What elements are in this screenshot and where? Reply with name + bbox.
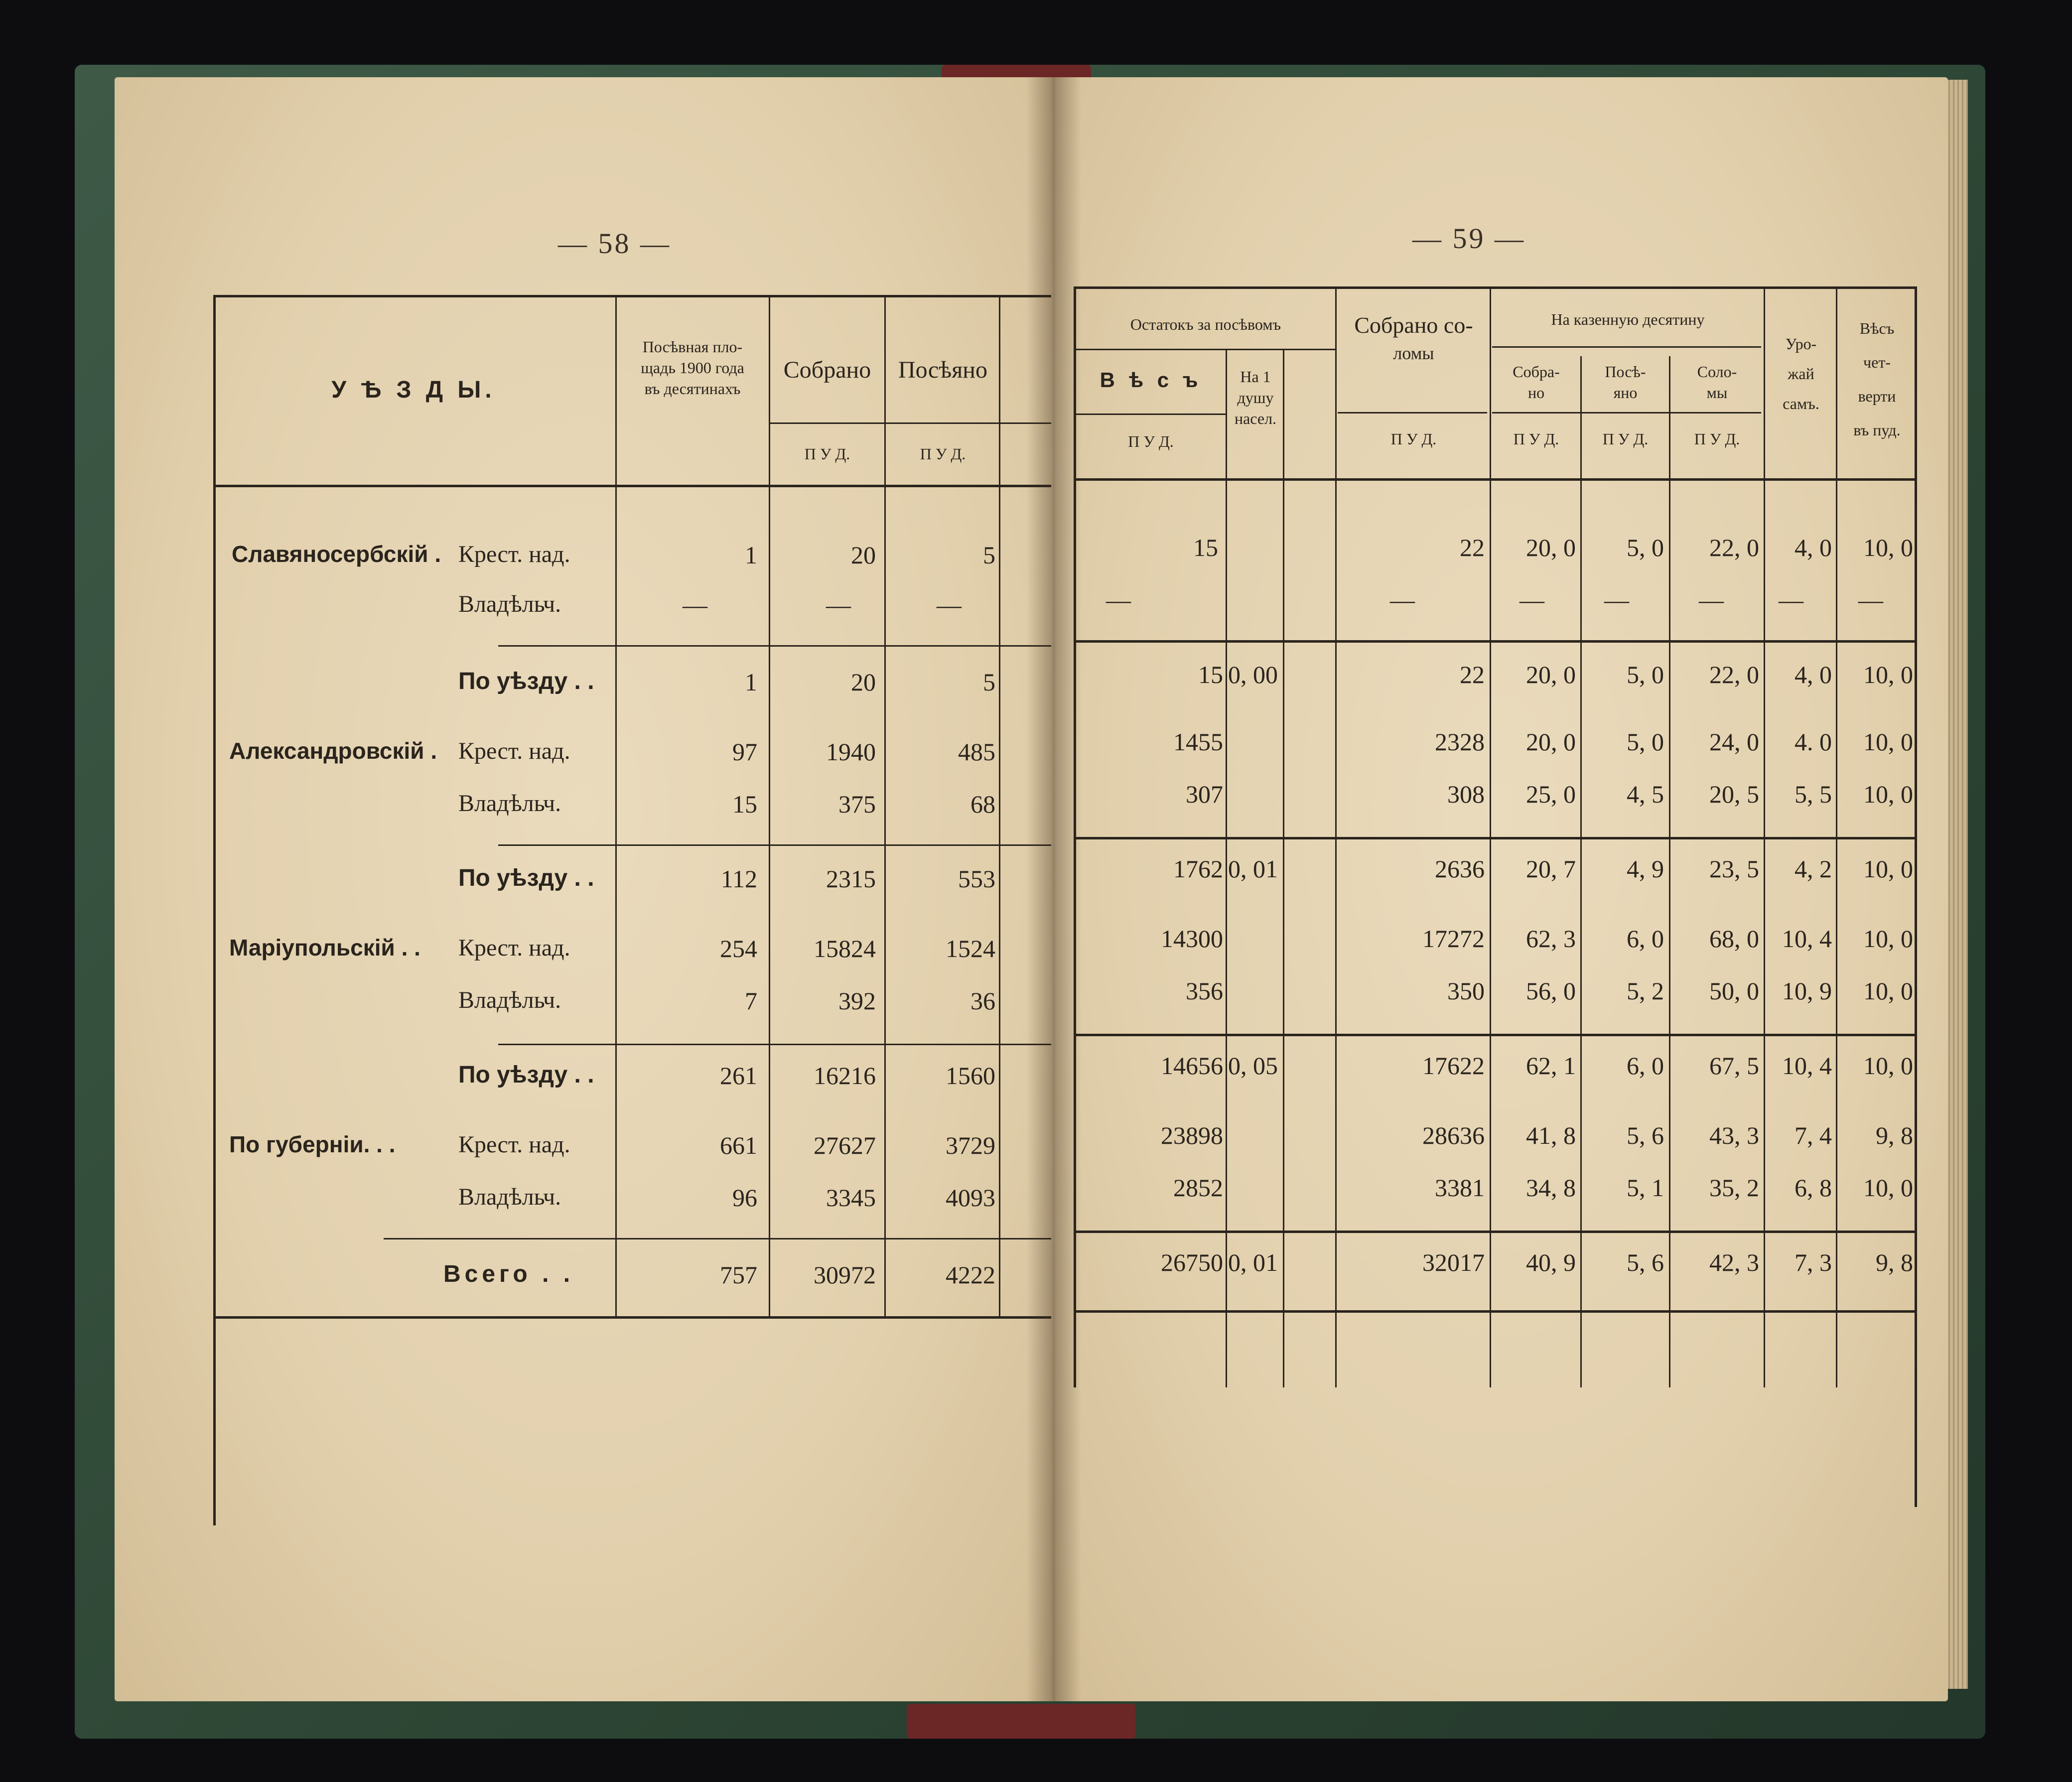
- sown-value: 1560: [946, 1062, 995, 1090]
- table-top-rule: [214, 295, 1051, 297]
- quarter-weight-value: 10, 0: [1863, 855, 1913, 883]
- quarter-weight-header: Вѣсъ чет- верти въ пуд.: [1853, 319, 1901, 439]
- straw-per-ha: 50, 0: [1709, 977, 1759, 1005]
- collected-value: 27627: [814, 1131, 876, 1159]
- col-rule-3: [884, 295, 886, 1316]
- collected-header: Собрано: [783, 357, 871, 383]
- yield-value: 7, 3: [1795, 1248, 1832, 1276]
- collected-per-ha: 25, 0: [1526, 780, 1576, 808]
- collected-value: 20: [851, 541, 876, 569]
- quarter-weight-value: —: [1858, 586, 1883, 614]
- sown-value: 36: [970, 987, 995, 1015]
- weight-value: 15: [1193, 534, 1218, 561]
- yield-value: 4. 0: [1795, 728, 1832, 756]
- quarter-weight-value: 10, 0: [1863, 661, 1913, 688]
- header-bottom-rule: [1074, 478, 1916, 481]
- yield-value: 10, 4: [1782, 1052, 1832, 1080]
- sown-short-header: Посѣ- яно: [1605, 363, 1646, 402]
- header-sub-rule: [1492, 346, 1761, 348]
- sown-value: 485: [958, 738, 995, 766]
- subtotal-label: По уѣзду . .: [458, 668, 594, 694]
- district-name: Александровскій .: [229, 738, 437, 764]
- sown-value: 3729: [946, 1131, 995, 1159]
- collected-value: 375: [838, 790, 876, 818]
- straw-per-ha: 43, 3: [1709, 1121, 1759, 1149]
- unit-collected: П У Д.: [804, 445, 850, 463]
- area-value: 1: [745, 541, 757, 569]
- straw-value: 17622: [1422, 1052, 1485, 1080]
- row-label: Крест. над.: [458, 1131, 570, 1158]
- per-soul-header: На 1 душу насел.: [1234, 368, 1277, 427]
- collected-per-ha: 34, 8: [1526, 1174, 1576, 1202]
- unit-sown: П У Д.: [920, 445, 966, 463]
- collected-per-ha: 20, 0: [1526, 534, 1576, 561]
- row-label: Владѣльч.: [458, 790, 561, 817]
- weight-value: 307: [1186, 780, 1223, 808]
- yield-value: 6, 8: [1795, 1174, 1832, 1202]
- sown-value: 4093: [946, 1184, 995, 1212]
- sown-per-ha: 5, 0: [1627, 661, 1664, 688]
- straw-value: 22: [1460, 661, 1485, 688]
- straw-value: 2328: [1435, 728, 1485, 756]
- sown-per-ha: 6, 0: [1627, 1052, 1664, 1080]
- yield-value: 4, 2: [1795, 855, 1832, 883]
- group-rule: [1074, 640, 1916, 643]
- collected-per-ha: 20, 7: [1526, 855, 1576, 883]
- district-name: По губерніи. . .: [229, 1131, 396, 1157]
- weight-header: В ѣ с ъ: [1100, 368, 1202, 392]
- yield-header: Уро- жай самъ.: [1783, 335, 1819, 412]
- straw-per-ha: 68, 0: [1709, 925, 1759, 953]
- collected-value: 3345: [826, 1184, 876, 1212]
- area-value: —: [683, 591, 707, 619]
- straw-per-ha: 22, 0: [1709, 534, 1759, 561]
- sown-value: —: [937, 591, 962, 619]
- yield-value: 7, 4: [1795, 1121, 1832, 1149]
- sown-area-header: Посѣвная пло- щадь 1900 года въ десятинахъ: [641, 338, 744, 398]
- subtotal-label: По уѣзду . .: [458, 865, 594, 891]
- area-value: 112: [720, 865, 757, 893]
- collected-per-ha: 62, 1: [1526, 1052, 1576, 1080]
- per-soul-value: 0, 05: [1228, 1052, 1278, 1080]
- area-value: 1: [745, 668, 757, 696]
- straw-per-ha: 20, 5: [1709, 780, 1759, 808]
- quarter-weight-value: 10, 0: [1863, 925, 1913, 953]
- header-sub-rule: [1076, 349, 1335, 350]
- table-left-rule: [213, 295, 216, 1525]
- yield-value: —: [1779, 586, 1803, 614]
- sown-per-ha: 5, 1: [1627, 1174, 1664, 1202]
- district-name: Маріупольскій . .: [229, 935, 420, 960]
- quarter-weight-value: 10, 0: [1863, 534, 1913, 561]
- quarter-weight-value: 9, 8: [1876, 1248, 1913, 1276]
- weight-value: 14300: [1161, 925, 1223, 953]
- header-sub-rule: [1338, 412, 1487, 413]
- quarter-weight-value: 10, 0: [1863, 780, 1913, 808]
- row-label: Владѣльч.: [458, 591, 561, 617]
- straw-short-header: Соло- мы: [1697, 363, 1737, 402]
- area-value: 661: [720, 1131, 757, 1159]
- straw-per-ha: 24, 0: [1709, 728, 1759, 756]
- straw-value: 32017: [1422, 1248, 1485, 1276]
- unit-weight: П У Д.: [1128, 432, 1174, 450]
- collected-per-ha: 62, 3: [1526, 925, 1576, 953]
- sown-per-ha: 6, 0: [1627, 925, 1664, 953]
- left-page: [115, 77, 1051, 1701]
- collected-per-ha: 41, 8: [1526, 1121, 1576, 1149]
- weight-value: —: [1106, 586, 1131, 614]
- straw-per-ha: 23, 5: [1709, 855, 1759, 883]
- sown-per-ha: 5, 2: [1627, 977, 1664, 1005]
- area-value: 757: [720, 1261, 757, 1289]
- straw-value: 28636: [1422, 1121, 1485, 1149]
- header-bottom-rule: [214, 485, 1051, 487]
- sown-value: 68: [970, 790, 995, 818]
- district-name: Славяносербскій .: [232, 541, 441, 567]
- area-value: 7: [745, 987, 757, 1015]
- area-value: 15: [732, 790, 757, 818]
- weight-value: 26750: [1161, 1248, 1223, 1276]
- area-value: 97: [732, 738, 757, 766]
- quarter-weight-value: 9, 8: [1876, 1121, 1913, 1149]
- sown-header: Посѣяно: [898, 357, 987, 383]
- per-soul-value: 0, 01: [1228, 1248, 1278, 1276]
- quarter-weight-value: 10, 0: [1863, 977, 1913, 1005]
- unit-straw-short: П У Д.: [1694, 430, 1740, 448]
- per-desyatina-header: На казенную десятину: [1551, 310, 1705, 328]
- collected-value: —: [826, 591, 851, 619]
- page-number-left: — 58 —: [558, 227, 671, 260]
- sown-per-ha: 5, 0: [1627, 534, 1664, 561]
- weight-value: 2852: [1173, 1174, 1223, 1202]
- table-bottom-rule: [214, 1316, 1051, 1319]
- row-label: Крест. над.: [458, 935, 570, 961]
- row-label: Владѣльч.: [458, 1184, 561, 1210]
- collected-value: 392: [838, 987, 876, 1015]
- header-sub-rule: [1492, 412, 1761, 413]
- group-rule: [1074, 837, 1916, 839]
- collected-value: 15824: [814, 935, 876, 962]
- grand-total-label: Всего . .: [443, 1261, 574, 1287]
- straw-header: Собрано со- ломы: [1354, 312, 1473, 363]
- straw-value: 22: [1460, 534, 1485, 561]
- remainder-header: Остатокъ за посѣвомъ: [1130, 315, 1281, 333]
- row-label: Крест. над.: [458, 541, 570, 567]
- collected-value: 20: [851, 668, 876, 696]
- weight-value: 14656: [1161, 1052, 1223, 1080]
- quarter-weight-value: 10, 0: [1863, 728, 1913, 756]
- sown-value: 5: [983, 541, 995, 569]
- sown-value: 1524: [946, 935, 995, 962]
- group-rule: [498, 645, 1051, 647]
- unit-sown-short: П У Д.: [1602, 430, 1649, 448]
- group-rule: [384, 1238, 1051, 1239]
- weight-value: 23898: [1161, 1121, 1223, 1149]
- header-sub-rule: [1076, 413, 1226, 415]
- quarter-weight-value: 10, 0: [1863, 1174, 1913, 1202]
- weight-value: 15: [1198, 661, 1223, 688]
- quarter-weight-value: 10, 0: [1863, 1052, 1913, 1080]
- right-page: [1051, 77, 1948, 1701]
- straw-value: —: [1390, 586, 1415, 614]
- row-label: Владѣльч.: [458, 987, 561, 1013]
- per-soul-value: 0, 01: [1228, 855, 1278, 883]
- book-spine-bottom: [907, 1704, 1136, 1739]
- collected-per-ha: —: [1519, 586, 1544, 614]
- col-rule-4: [999, 295, 1000, 1316]
- collected-value: 16216: [814, 1062, 876, 1090]
- sown-value: 4222: [946, 1261, 995, 1289]
- collected-value: 1940: [826, 738, 876, 766]
- weight-value: 1455: [1173, 728, 1223, 756]
- yield-value: 4, 0: [1795, 534, 1832, 561]
- sown-value: 5: [983, 668, 995, 696]
- yield-value: 5, 5: [1795, 780, 1832, 808]
- sown-per-ha: 4, 9: [1627, 855, 1664, 883]
- group-rule: [1074, 1231, 1916, 1233]
- group-rule: [498, 844, 1051, 846]
- sown-per-ha: 5, 0: [1627, 728, 1664, 756]
- page-number-right: — 59 —: [1412, 222, 1525, 255]
- book-gutter: [1026, 77, 1081, 1701]
- area-value: 261: [720, 1062, 757, 1090]
- area-value: 96: [732, 1184, 757, 1212]
- row-label: Крест. над.: [458, 738, 570, 764]
- straw-value: 17272: [1422, 925, 1485, 953]
- group-rule: [1074, 1034, 1916, 1036]
- yield-value: 4, 0: [1795, 661, 1832, 688]
- unit-rule: [770, 422, 1051, 424]
- straw-value: 3381: [1435, 1174, 1485, 1202]
- weight-value: 356: [1186, 977, 1223, 1005]
- straw-per-ha: 22, 0: [1709, 661, 1759, 688]
- collected-value: 30972: [814, 1261, 876, 1289]
- sown-per-ha: 4, 5: [1627, 780, 1664, 808]
- collected-per-ha: 40, 9: [1526, 1248, 1576, 1276]
- sown-per-ha: 5, 6: [1627, 1248, 1664, 1276]
- group-rule: [498, 1044, 1051, 1045]
- yield-value: 10, 9: [1782, 977, 1832, 1005]
- sown-per-ha: 5, 6: [1627, 1121, 1664, 1149]
- area-value: 254: [720, 935, 757, 962]
- districts-header: У Ѣ З Д Ы.: [331, 377, 496, 403]
- collected-value: 2315: [826, 865, 876, 893]
- straw-value: 308: [1447, 780, 1485, 808]
- unit-collected-short: П У Д.: [1513, 430, 1559, 448]
- yield-value: 10, 4: [1782, 925, 1832, 953]
- per-soul-value: 0, 00: [1228, 661, 1278, 688]
- collected-per-ha: 20, 0: [1526, 728, 1576, 756]
- unit-straw: П У Д.: [1390, 430, 1437, 448]
- straw-value: 350: [1447, 977, 1485, 1005]
- col-rule-2: [769, 295, 770, 1316]
- straw-per-ha: 67, 5: [1709, 1052, 1759, 1080]
- sown-value: 553: [958, 865, 995, 893]
- table-top-rule: [1074, 286, 1916, 289]
- straw-per-ha: 35, 2: [1709, 1174, 1759, 1202]
- straw-per-ha: 42, 3: [1709, 1248, 1759, 1276]
- straw-per-ha: —: [1699, 586, 1724, 614]
- weight-value: 1762: [1173, 855, 1223, 883]
- table-right-rule: [1915, 286, 1917, 1507]
- collected-per-ha: 56, 0: [1526, 977, 1576, 1005]
- collected-short-header: Собра- но: [1513, 363, 1560, 402]
- table-bottom-rule: [1074, 1310, 1916, 1313]
- subtotal-label: По уѣзду . .: [458, 1062, 594, 1088]
- straw-value: 2636: [1435, 855, 1485, 883]
- collected-per-ha: 20, 0: [1526, 661, 1576, 688]
- col-rule-1: [615, 295, 617, 1316]
- sown-per-ha: —: [1604, 586, 1629, 614]
